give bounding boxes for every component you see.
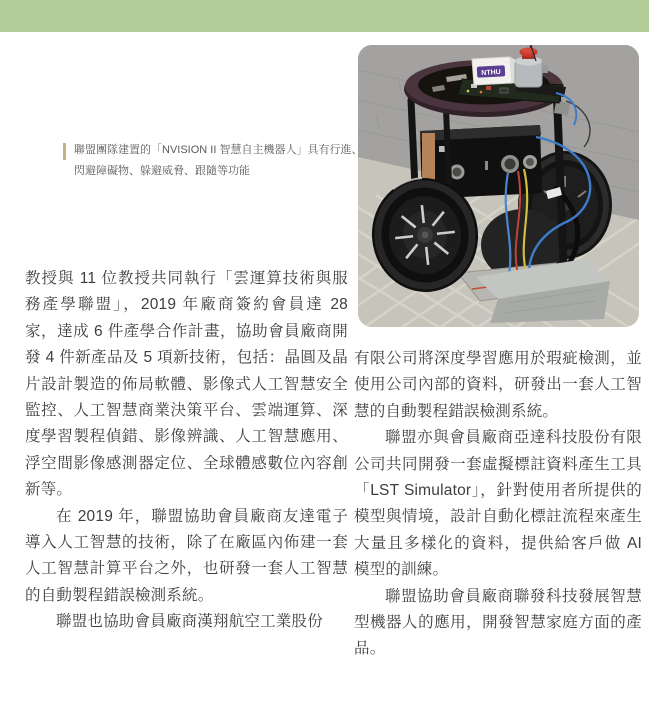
nthu-logo [477,65,506,77]
svg-text:NTHU: NTHU [481,68,501,78]
caption-text [74,140,362,181]
robot-photo-illustration [358,45,639,327]
paragraph: 聯盟也協助會員廠商漢翔航空工業股份 [56,613,323,631]
photo-caption [63,140,362,181]
paragraph: 在 2019 年，聯盟協助會員廠商友達電子導入人工智慧的技術，除了在廠區內佈建一套人工智慧計算平台之外，也研發一套人工智慧的自動製程錯誤檢測系統。 [25,507,348,604]
left-text-column [25,266,348,636]
paragraph: 聯盟協助會員廠商聯發科技發展智慧型機器人的應用，開發智慧家庭方面的產品。 [354,587,642,658]
robot-photo [358,45,639,327]
right-text-column [354,346,642,663]
paragraph: 教授與 11 位教授共同執行「雲運算技術與服務產學聯盟」，2019 年廠商簽約會員達 28 家，達成 6 件產學合作計畫，協助會員廠商開發 4 件新產品及 5 項新技術，包括：晶圓及晶片設計製造的佈局軟體、影像式人工智慧安全監控、人工智慧商業決策平台、雲端運算、深度學習製程偵錯、影像辨識、人工智慧應用、浮空間影像感測器定位、全球體感數位內容創新等。 [25,270,348,499]
header-green-bar [0,0,649,32]
caption-line-2: 閃避障礙物、躲避威脅、跟隨等功能 [74,164,250,177]
paragraph: 有限公司將深度學習應用於瑕疵檢測，並使用公司內部的資料，研發出一套人工智慧的自動製程錯誤檢測系統。 [354,350,642,420]
paragraph: 聯盟亦與會員廠商亞達科技股份有限公司共同開發一套虛擬標註資料產生工具「LST Simulator」，針對使用者所提供的模型與情境，設計自動化標註流程來產生大量且多樣化的資料，提供給客戶做 AI 模型的訓練。 [354,429,642,579]
caption-line-1: 聯盟團隊建置的「NVISION II 智慧自主機器人」具有行進、 [74,144,363,156]
caption-marker-bar [63,143,66,160]
